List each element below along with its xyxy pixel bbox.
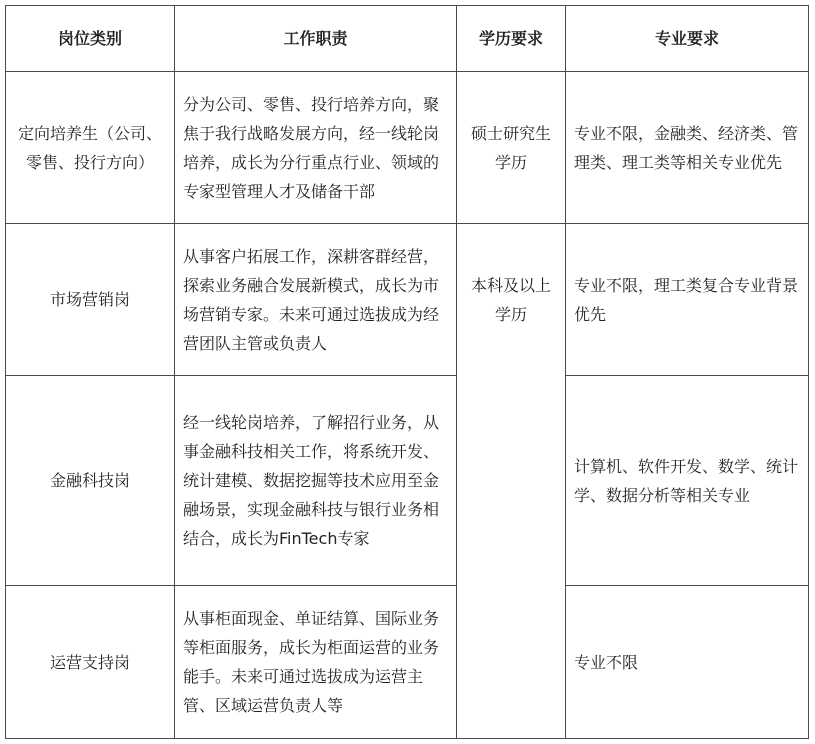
job-duties-cell: 从事客户拓展工作，深耕客群经营，探索业务融合发展新模式，成长为市场营销专家。未来可通过选拔成为经营团队主管或负责人 [175,224,457,376]
major-requirement-cell: 专业不限，金融类、经济类、管理类、理工类等相关专业优先 [566,72,809,224]
header-education-requirement: 学历要求 [457,6,566,72]
table-row [6,224,809,376]
education-requirement-cell: 本科及以上学历 [457,224,566,739]
job-duties-cell: 经一线轮岗培养，了解招行业务，从事金融科技相关工作，将系统开发、统计建模、数据挖掘等技术应用至金融场景，实现金融科技与银行业务相结合，成长为FinTech专家 [175,376,457,586]
position-category-cell: 市场营销岗 [6,224,175,376]
position-category-cell: 金融科技岗 [6,376,175,586]
job-duties-cell: 分为公司、零售、投行培养方向，聚焦于我行战略发展方向，经一线轮岗培养，成长为分行重点行业、领域的专家型管理人才及储备干部 [175,72,457,224]
position-category-cell: 运营支持岗 [6,586,175,739]
header-major-requirement: 专业要求 [566,6,809,72]
education-requirement-cell: 硕士研究生学历 [457,72,566,224]
header-job-duties: 工作职责 [175,6,457,72]
table-row [6,376,809,586]
table-row [6,72,809,224]
major-requirement-cell: 计算机、软件开发、数学、统计学、数据分析等相关专业 [566,376,809,586]
position-category-cell: 定向培养生（公司、零售、投行方向） [6,72,175,224]
header-row [6,6,809,72]
table-row [6,586,809,739]
job-duties-cell: 从事柜面现金、单证结算、国际业务等柜面服务，成长为柜面运营的业务能手。未来可通过选拔成为运营主管、区域运营负责人等 [175,586,457,739]
major-requirement-cell: 专业不限，理工类复合专业背景优先 [566,224,809,376]
header-position-category: 岗位类别 [6,6,175,72]
recruitment-table [5,5,809,739]
major-requirement-cell: 专业不限 [566,586,809,739]
